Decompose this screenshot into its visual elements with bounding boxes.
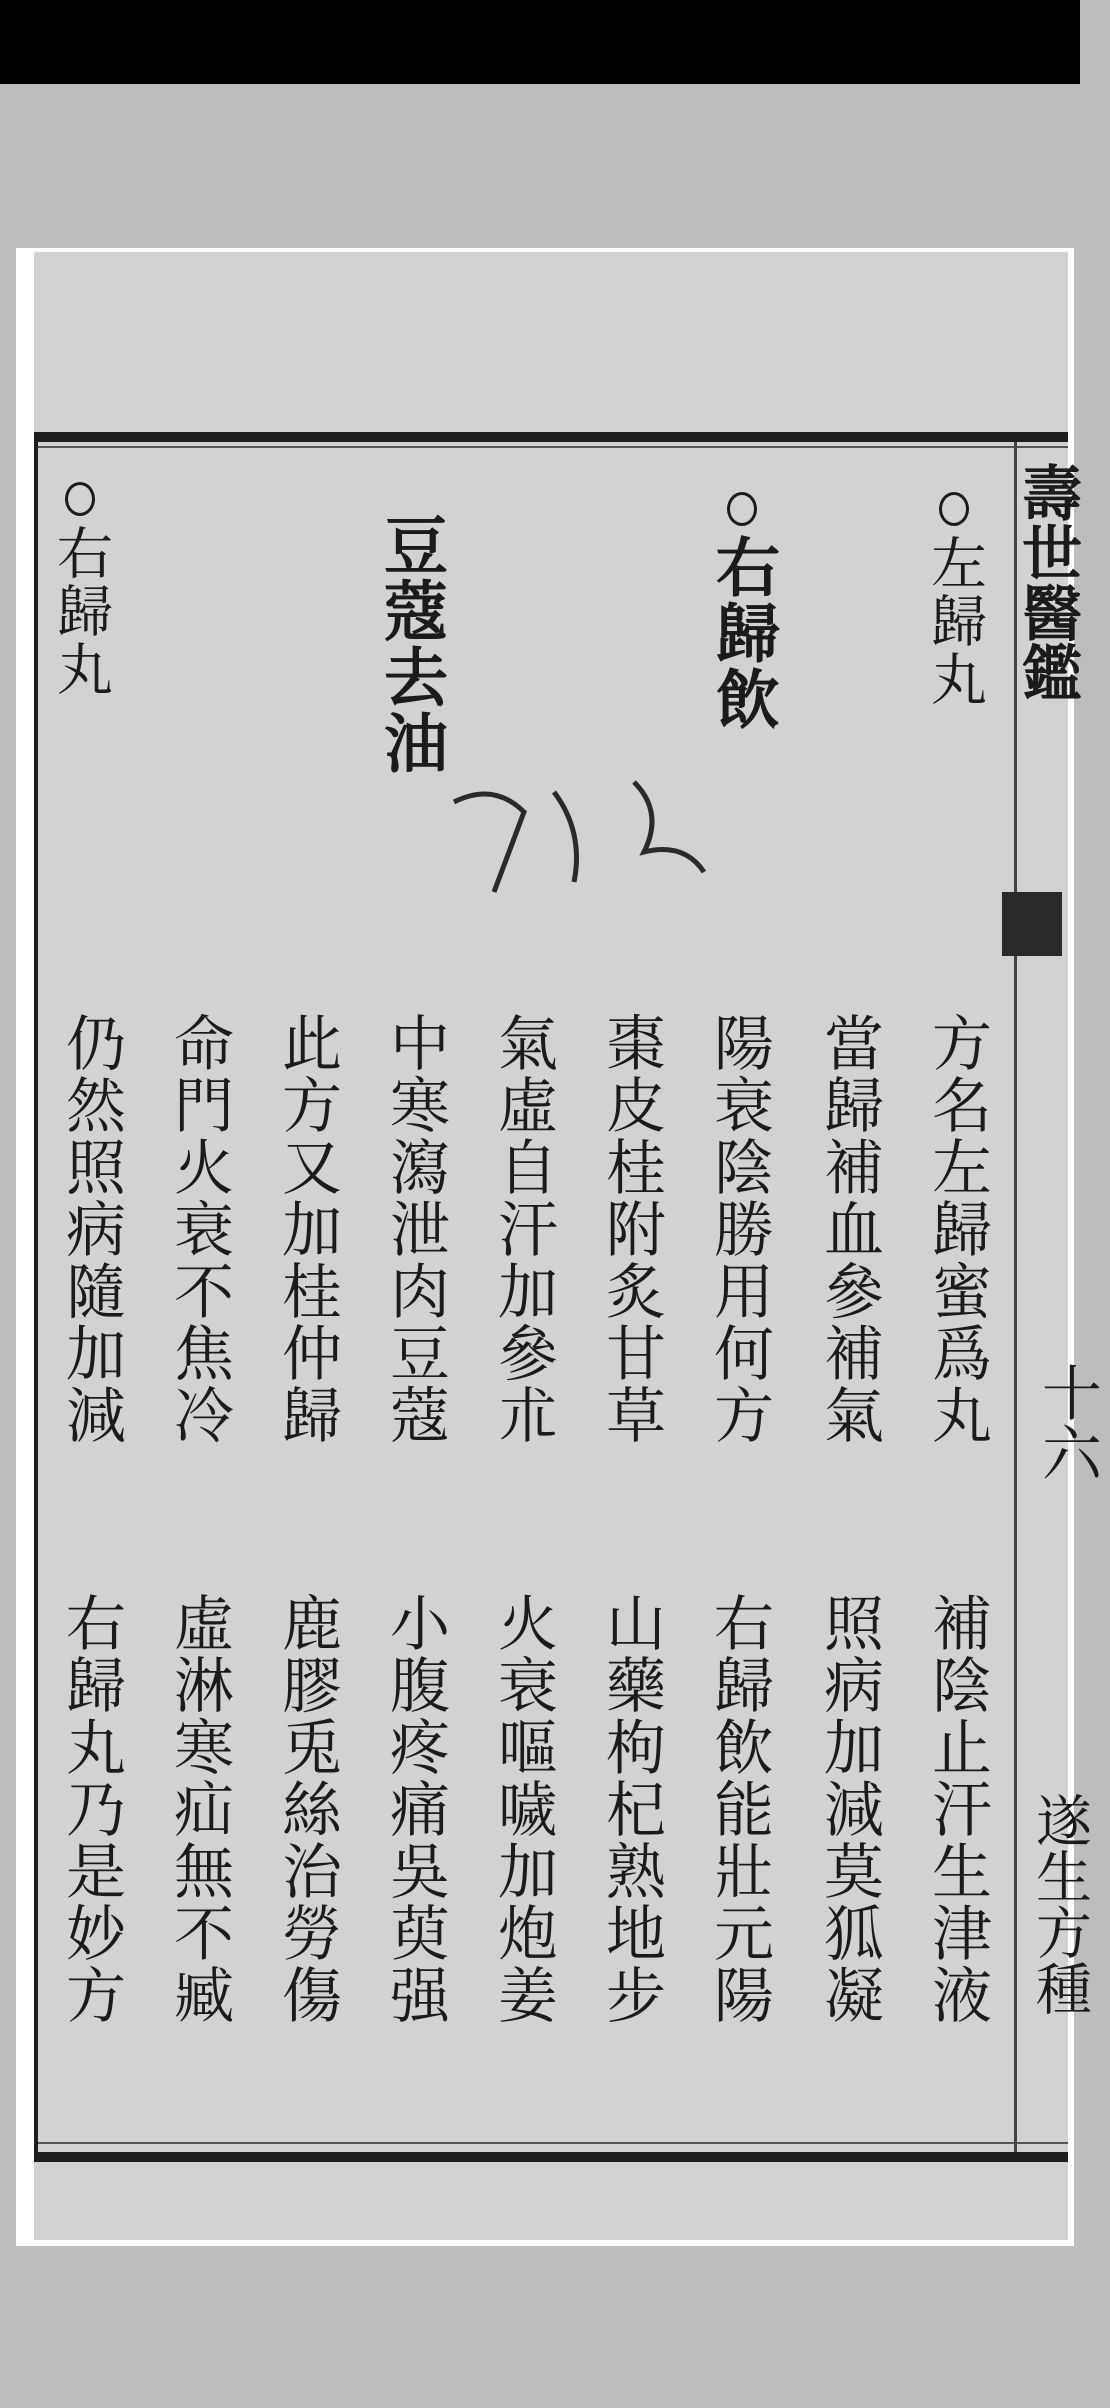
- verse-line: 此方又加桂仲歸: [272, 1012, 342, 1446]
- verse-line: 山藥枸杞熟地步: [596, 1592, 666, 2026]
- verse-line: 陽衰陰勝用何方: [704, 1012, 774, 1446]
- circle-marker-icon: [939, 492, 969, 526]
- verse-line: 照病加減莫狐凝: [814, 1592, 884, 2026]
- circle-marker-icon: [65, 482, 95, 516]
- bottom-border-thin-rule: [34, 2142, 1068, 2144]
- page-number: 十六: [1032, 1362, 1102, 1482]
- fishtail-mark: [1002, 892, 1062, 956]
- heading-right-return-pill: 右歸丸: [40, 482, 120, 698]
- verse-line: 當歸補血參補氣: [814, 1012, 884, 1446]
- top-border-thin-rule: [34, 446, 1068, 448]
- scanned-page: [34, 252, 1102, 2240]
- left-border-rule: [34, 442, 38, 2152]
- verse-line: 棗皮桂附炙甘草: [596, 1012, 666, 1446]
- verse-line: 火衰嘔噦加炮姜: [488, 1592, 558, 2026]
- verse-line: 補陰止汗生津液: [922, 1592, 992, 2026]
- heading-nutmeg-note: 豆蔻去油: [373, 512, 448, 776]
- top-border-rule: [34, 432, 1068, 442]
- bottom-border-rule: [34, 2152, 1068, 2162]
- verse-line: 中寒瀉泄肉豆蔻: [380, 1012, 450, 1446]
- verse-line: 氣虛自汗加參朮: [488, 1012, 558, 1446]
- verse-line: 小腹疼痛吳萸强: [380, 1592, 450, 2026]
- series-title: 遂生方種: [1027, 1792, 1092, 2016]
- heading-right-return-drink: 右歸飲: [696, 492, 788, 732]
- status-bar: [0, 0, 1080, 84]
- circle-marker-icon: [727, 492, 757, 526]
- verse-line: 右歸飲能壯元陽: [704, 1592, 774, 2026]
- verse-line: 命門火衰不焦冷: [164, 1012, 234, 1446]
- handwritten-scribble: [434, 772, 734, 902]
- margin-title: 壽世醫鑑: [1012, 462, 1082, 702]
- verse-line: 右歸丸乃是妙方: [56, 1592, 126, 2026]
- verse-line: 鹿膠兎絲治勞傷: [272, 1592, 342, 2026]
- heading-left-return-pill: 左歸丸: [914, 492, 994, 708]
- verse-line: 仍然照病隨加減: [56, 1012, 126, 1446]
- verse-line: 虛淋寒疝無不臧: [164, 1592, 234, 2026]
- verse-line: 方名左歸蜜爲丸: [922, 1012, 992, 1446]
